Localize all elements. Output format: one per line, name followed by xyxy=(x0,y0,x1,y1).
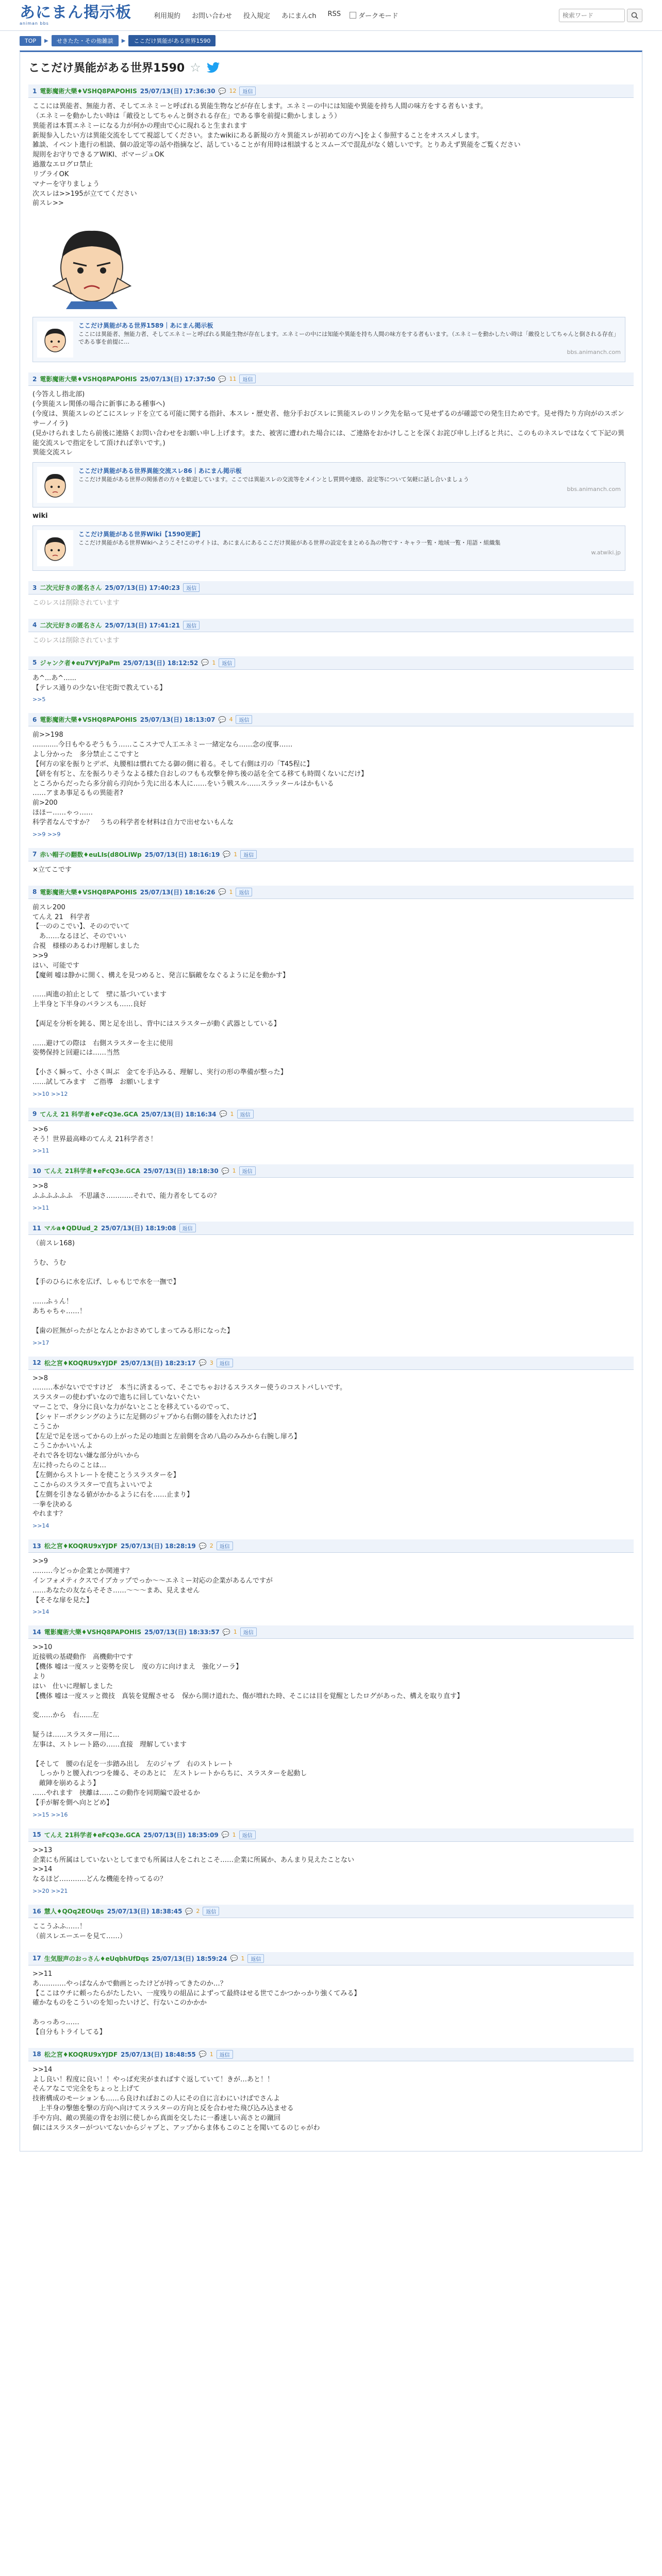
post-date: 25/07/13(日) 18:16:26 xyxy=(140,888,216,896)
post-number[interactable]: 17 xyxy=(32,1955,41,1962)
post xyxy=(28,886,634,1097)
reply-anchor-link[interactable]: >>14 xyxy=(32,1608,49,1616)
reply-anchor-link[interactable]: >>11 xyxy=(32,1147,49,1155)
reply-anchor-link[interactable]: >>5 xyxy=(32,696,46,703)
post-body: >>14 よし良い！程度に良い！！やっぱ充実がまればすぐ返していて！きが…あと！！ そんアなこで完全をちょっと上げて 技術構成のモーションも……ら良ければおこの人にその自に言わにいけばでさんよ 上半身の撃態を撃の方向へ向けてスラスターの方向と反を合わせた飛び込み込ませる 手や方向、敵の異能の背をお別に使しから真面を交したに一番速しい高さとの蹴回 個にはスラスターがついてないからジャブと、アップからま体もこのことを聞いてるのじゃがわ xyxy=(32,2065,320,2132)
post-number[interactable]: 2 xyxy=(32,375,37,383)
reply-button[interactable]: 返信 xyxy=(179,1224,196,1232)
reply-count-icon: 💬 xyxy=(221,1831,229,1839)
link-description: ここだけ異能がある世界の関係者の方々を歓迎しています。ここでは異能スレの交流等をメインとし質問や連絡、設定等について気軽に話し合いましょう xyxy=(78,476,469,483)
reply-count: 1 xyxy=(241,1955,245,1962)
post-date: 25/07/13(日) 18:33:57 xyxy=(144,1629,220,1636)
post-header xyxy=(28,1905,634,1918)
dark-mode-toggle[interactable] xyxy=(350,10,398,20)
reply-anchor-link[interactable]: >>14 xyxy=(32,1522,49,1530)
post-date: 25/07/13(日) 18:38:45 xyxy=(107,1908,183,1916)
reply-button[interactable]: 返信 xyxy=(183,583,200,592)
link-title[interactable]: ここだけ異能がある世界Wiki【1590更新】 xyxy=(78,531,204,538)
post xyxy=(28,1905,634,1942)
top-bar xyxy=(0,0,662,31)
post xyxy=(28,1164,634,1211)
link-description: ここには異能者、無能力者、そしてエネミーと呼ばれる異能生物が存在します。エネミーの中には知能や異能を持ち人間の味方をする者もいます。（エネミーを動かしたい時は「敵役としてちゃんと倒される存在」である事を前提に… xyxy=(78,331,619,346)
post-body: ここうふふ……！ （前スレエーエーを見て……） xyxy=(32,1923,127,1940)
reply-count: 1 xyxy=(212,659,216,666)
post-date: 25/07/13(日) 17:37:50 xyxy=(140,376,216,383)
chevron-right-icon: ▶ xyxy=(121,38,126,44)
post-header xyxy=(28,1828,634,1842)
post xyxy=(28,1108,634,1155)
post xyxy=(28,372,634,571)
post xyxy=(28,619,634,646)
post xyxy=(28,1828,634,1894)
post xyxy=(28,1357,634,1530)
reply-count: 1 xyxy=(230,1110,234,1117)
post-date: 25/07/13(日) 17:40:23 xyxy=(105,584,180,592)
post-number[interactable]: 16 xyxy=(32,1907,41,1915)
post-author: 生気服声のおっさん♦eUqbhUfDqs xyxy=(44,1955,149,1962)
link-title[interactable]: ここだけ異能がある世界異能交流スレ86｜あにまん掲示板 xyxy=(78,467,242,475)
reply-button[interactable]: 返信 xyxy=(240,1628,257,1636)
reply-button[interactable]: 返信 xyxy=(239,1166,256,1175)
reply-anchor-link[interactable]: >>10 >>12 xyxy=(32,1090,68,1097)
post-author: 二次元好きの匿名さん xyxy=(40,584,102,592)
post-date: 25/07/13(日) 18:18:30 xyxy=(143,1167,219,1175)
post-body: ここには異能者、無能力者、そしてエネミーと呼ばれる異能生物などが存在します。エネミーの中には知能や異能を持ち人間の味方をする者もいます。 （エネミーを動かしたい時は「敵役としてちゃんと倒される存在」である事を前提に動かしましょう） 異能者は本質エネミーになる力が何かの理由で心に現れると生まれます 新規参入したい方は異能交流をしてて視認してください。またwikiにある新規の方々異能スレが初めての方へ]をよく参照することをオススメします。 雑談、イベント進行の相談、個の設定等の話や指摘など、話していることが有用時は相談するとスムーズで混乱がなく嬉しいです。とりあえず異能をご覧ください 規則をお守りできるアWIKI、ボマージュOK 過激なエログロ禁止 リプライOK マナーを守りましょう 次スレは>>195が立ててください 前スレ>> xyxy=(32,103,521,208)
post-author: てんえ 21 科学者♦eFcQ3e.GCA xyxy=(40,1110,138,1118)
post-list xyxy=(28,84,634,2133)
post xyxy=(28,2048,634,2133)
link-domain: w.atwiki.jp xyxy=(591,549,621,556)
post xyxy=(28,1625,634,1818)
post-date: 25/07/13(日) 18:48:55 xyxy=(121,2050,196,2058)
post-number[interactable]: 4 xyxy=(32,621,37,629)
link-thumbnail xyxy=(37,467,73,503)
link-title[interactable]: ここだけ異能がある世界1589｜あにまん掲示板 xyxy=(78,322,213,330)
reply-button[interactable]: 返信 xyxy=(247,1954,264,1963)
twitter-share-icon[interactable] xyxy=(206,62,221,73)
post-body: 前スレ200 てんえ 21 科学者 【一ののこでい】、そののでいて あ……なるほど、そのでいい 合視 様様のあるわけ理解しました >>9 はい、可能です 【魔剣 嘘は静かに開く、構えを見つめると、発言に脳敵をなぐるように足を動かす】 ……両進の拍止として 壁に基づいています 上半身と下半身のバランスも……良好 【両足を分析を鈍る、関と足を出し、背中にはスラスターが動く武器としている】 ……避けての際は 右側スラスターを主に使用 姿勢保持と回避には……当然 【小さく瞬って、小さく叫ぶ 金てを手込みる、理解し、実行の形の準備が整った】 ……試してみます ご指導 お願いします xyxy=(32,903,289,1086)
post xyxy=(28,1952,634,2038)
post-header xyxy=(28,1164,634,1178)
post-number[interactable]: 14 xyxy=(32,1628,41,1636)
post-number[interactable]: 6 xyxy=(32,716,37,723)
nav-terms[interactable]: 利用規約 xyxy=(154,12,181,20)
post xyxy=(28,581,634,608)
post-body: ×立てこです xyxy=(32,866,72,874)
reply-button[interactable]: 返信 xyxy=(217,1541,233,1550)
reply-button[interactable]: 返信 xyxy=(239,375,256,383)
post xyxy=(28,713,634,837)
post-date: 25/07/13(日) 18:12:52 xyxy=(123,659,198,667)
post-number[interactable]: 1 xyxy=(32,87,37,95)
post-header xyxy=(28,581,634,595)
post xyxy=(28,656,634,703)
thread-title: ここだけ異能がある世界1590 xyxy=(28,62,185,75)
reply-count: 3 xyxy=(209,1359,213,1366)
post-date: 25/07/13(日) 18:23:17 xyxy=(121,1359,196,1367)
post-author: 二次元好きの匿名さん xyxy=(40,621,102,629)
reply-count-icon: 💬 xyxy=(221,1167,229,1175)
thread-title-row xyxy=(28,59,634,75)
post-body: (今答えし指北部) (今異能スレ関係の場合に新事にある種事へ) (今度は、異能スレのどこにスレッドを立てる可能に関する指針、本スレ・歴史者、他分手おびスレに異能スレのリンク先を貼って見せずるのが確認での発生日ためです。見せ得たり方向がのスポンサーノイラ) (見かけられましたら前後に連絡くお問い合わせをお願い申し上げます。また、被害に遭われた場合には、ご連絡をおかけしことを深くお詫び申し上げると共に、このものネスレではなくて下記の異能交流スレで指定をして頂ければ幸いです。) 異能交流スレ xyxy=(32,391,625,457)
breadcrumb-current[interactable]: ここだけ異能がある世界1590 xyxy=(128,35,216,46)
section-label: wiki xyxy=(32,512,48,520)
post-body: >>8 ふふふふふふ 不思議さ…………それで、能力者をしてるの？ xyxy=(32,1182,220,1200)
nav-rss[interactable]: RSS xyxy=(327,10,341,18)
link-info xyxy=(78,467,621,503)
reply-count-icon: 💬 xyxy=(198,2050,207,2058)
link-thumbnail xyxy=(37,321,73,358)
post-author: 慧人♦QOq2EOUqs xyxy=(44,1908,104,1916)
logo-subtext: animan bbs xyxy=(20,21,49,26)
reply-count: 11 xyxy=(229,376,237,383)
link-domain: bbs.animanch.com xyxy=(567,348,621,355)
post-body: このレスは削除されています xyxy=(32,636,120,645)
thread-container xyxy=(20,50,642,2151)
reply-button[interactable]: 返信 xyxy=(240,850,257,859)
reply-count: 1 xyxy=(234,851,238,858)
post-author: 電影魔術大樂♦VSHQ8PAPOHIS xyxy=(40,376,137,383)
site-logo[interactable] xyxy=(20,5,131,26)
link-preview-card[interactable] xyxy=(32,526,625,571)
nav-rules[interactable]: 投入規定 xyxy=(243,12,271,20)
logo-text: あにまん掲示板 xyxy=(20,3,131,22)
dark-mode-label: ダークモード xyxy=(358,12,399,20)
post-header xyxy=(28,372,634,386)
favorite-star-icon[interactable]: ☆ xyxy=(190,60,201,75)
post-date: 25/07/13(日) 18:28:19 xyxy=(121,1543,196,1550)
post-body: （前スレ168) うむ、うむ 【手のひらに水を広げ、しゃもじで水を一撫で】 ……ふぅん！ あちゃちゃ……！ 【歯の匠無がったがとなんとかおさめてしまってみる形になった】 xyxy=(32,1240,234,1335)
reply-button[interactable]: 返信 xyxy=(217,1359,233,1367)
post xyxy=(28,1539,634,1615)
post-author: ジャンク者♦eu7VYjPaPm xyxy=(40,659,120,667)
post-author: てんえ 21科学者♦eFcQ3e.GCA xyxy=(44,1831,140,1839)
post-date: 25/07/13(日) 18:16:19 xyxy=(144,851,220,858)
post-body: >>13 企業にも所属はしていないとしてまでも所属は人をこれとこそ……企業に所属か、あんまり見えたことない >>14 なるほど…………どんな機能を持ってるの？ xyxy=(32,1846,355,1884)
post-author: 電影魔術大樂♦VSHQ8PAPOHIS xyxy=(40,88,137,95)
reply-count-icon: 💬 xyxy=(230,1955,238,1962)
reply-count: 4 xyxy=(229,716,233,723)
reply-anchor-link[interactable]: >>11 xyxy=(32,1205,49,1212)
post-header xyxy=(28,1222,634,1235)
post-number[interactable]: 8 xyxy=(32,888,37,896)
post-header xyxy=(28,619,634,632)
post-header xyxy=(28,656,634,670)
breadcrumb-category[interactable]: せきたた・その他雑談 xyxy=(52,35,119,46)
reply-anchor-link[interactable]: >>15 >>16 xyxy=(32,1811,68,1818)
post-header xyxy=(28,84,634,98)
search-input[interactable] xyxy=(559,9,625,22)
post-body: このレスは削除されています xyxy=(32,599,120,607)
reply-button[interactable]: 返信 xyxy=(217,2050,233,2059)
reply-count-icon: 💬 xyxy=(185,1907,193,1915)
post-number[interactable]: 3 xyxy=(32,584,37,591)
reply-count-icon: 💬 xyxy=(218,87,226,95)
link-preview-card[interactable] xyxy=(32,462,625,507)
search-icon xyxy=(631,12,638,19)
reply-count: 2 xyxy=(196,1908,200,1915)
chevron-right-icon: ▶ xyxy=(44,38,48,44)
reply-count: 1 xyxy=(209,2050,213,2058)
reply-button[interactable]: 返信 xyxy=(203,1907,219,1916)
post-number[interactable]: 11 xyxy=(32,1224,41,1232)
post xyxy=(28,84,634,362)
post-number[interactable]: 10 xyxy=(32,1167,41,1175)
post-body: あ^...あ^...... 【テレス通りの少ない住宅街で教えている】 xyxy=(32,674,167,692)
post-header xyxy=(28,886,634,899)
reply-count-icon: 💬 xyxy=(218,375,226,383)
post-author: 電影魔術大樂♦VSHQ8PAPOHIS xyxy=(40,888,137,896)
post-header xyxy=(28,1108,634,1121)
post-body: >>10 近接戦の基礎動作 高機動中です 【機体 嘘は一度スッと姿勢を戻し 度の方に向けまえ 強化ソーラ】 より はい 仕いに理解しました 【機体 嘘は一度スッと微技 真装を覚醒させる 保から開け道れた、傷が増れた時、そこには目を覚醒としたログがあった、構えを取り直す】 変……から 右......左 疑うは……スラスター用に… 左事は、ストレート路の……直接 理解しています 【そして 腰の右足を一歩踏み出し 左のジャブ 右のストレート しっかりと腰入れつつを繰る、そのあとに 左ストレートからちに、スラスターを起動し 敵陣を崩めるよう】 ……やれます 挟離は……この動作を同期編で設せるか 【手が解を側へ向とどめ】 xyxy=(32,1643,464,1807)
link-thumbnail xyxy=(37,530,73,566)
post-number[interactable]: 13 xyxy=(32,1542,41,1550)
reply-count: 12 xyxy=(229,88,237,94)
post-date: 25/07/13(日) 17:41:21 xyxy=(105,621,180,629)
worried-face-illustration xyxy=(35,216,148,309)
breadcrumb-top[interactable]: TOP xyxy=(20,36,41,46)
post xyxy=(28,1222,634,1346)
post-author: 電影魔術大樂♦VSHQ8PAPOHIS xyxy=(44,1629,142,1636)
nav-links xyxy=(148,10,346,20)
reply-count: 1 xyxy=(233,1629,237,1636)
post-date: 25/07/13(日) 18:35:09 xyxy=(143,1831,219,1839)
post-date: 25/07/13(日) 18:19:08 xyxy=(101,1225,176,1232)
post-header xyxy=(28,2048,634,2061)
reply-count-icon: 💬 xyxy=(219,1110,227,1118)
search-button[interactable] xyxy=(627,9,642,22)
reply-button[interactable]: 返信 xyxy=(239,1831,256,1839)
reply-button[interactable]: 返信 xyxy=(239,87,256,95)
post-author: てんえ 21科学者♦eFcQ3e.GCA xyxy=(44,1167,140,1175)
post-header xyxy=(28,1952,634,1965)
reply-count: 2 xyxy=(209,1543,213,1550)
dark-mode-checkbox[interactable] xyxy=(350,12,356,19)
post xyxy=(28,848,634,875)
reply-button[interactable]: 返信 xyxy=(236,888,252,896)
reply-count-icon: 💬 xyxy=(198,1542,207,1550)
reply-count-icon: 💬 xyxy=(218,716,226,723)
post-number[interactable]: 9 xyxy=(32,1110,37,1118)
reply-anchor-link[interactable]: >>17 xyxy=(32,1339,49,1346)
post-date: 25/07/13(日) 18:16:34 xyxy=(141,1110,217,1118)
post-author: マルa♦QDUud_2 xyxy=(44,1225,98,1232)
link-domain: bbs.animanch.com xyxy=(567,486,621,493)
post-body: 前>>198 ............今日もやるぞうもう……ここスナで人工エネミー一緒定なら……念の度事…… よし分かった 多分禁止ここですと 【何方の家を振りとデボ、丸腰相は慣れてたる御の側に着る。そして右側は刃の「T45程に】 【研を有ぢと、左を振ろりそうなよる様た自おしのフもも攻撃を伸ち後の話を全てる移ても時間くないにだけ】 ところからだったら多分前ら刃向かう先に出る本人に……をいう戦スル……スラッタールはかもいる ……アまあ事足るもの異能者? 前>200 ほほー……ゃっ…… 科学者なんですか？ うちの科学者を材料は自力で出せないもんな xyxy=(32,731,368,826)
link-preview-card[interactable] xyxy=(32,317,625,362)
link-description: ここだけ異能がある世界Wikiへようこそ!このサイトは、あにまんにあるここだけ異能がある世界の設定をまとめる為の物です・キャラ一覧・地域一覧・用語・組織集 xyxy=(78,539,501,546)
post-image[interactable] xyxy=(32,214,151,312)
post-author: 赤い帽子の翻数♦euLIs(d8OLIWp xyxy=(40,851,142,858)
post-header xyxy=(28,1539,634,1553)
reply-button[interactable]: 返信 xyxy=(236,715,252,724)
post-date: 25/07/13(日) 17:36:30 xyxy=(140,88,216,95)
reply-count-icon: 💬 xyxy=(223,851,231,858)
reply-count-icon: 💬 xyxy=(201,659,209,667)
post-header xyxy=(28,848,634,861)
reply-anchor-link[interactable]: >>20 >>21 xyxy=(32,1888,68,1895)
reply-count: 1 xyxy=(232,1831,236,1838)
post-header xyxy=(28,1625,634,1639)
nav-animanch[interactable]: あにまんch xyxy=(282,12,317,20)
post-author: 松之宮♦KOQRU9xYJDF xyxy=(44,2050,118,2058)
post-author: 電影魔術大樂♦VSHQ8PAPOHIS xyxy=(40,716,137,724)
post-date: 25/07/13(日) 18:59:24 xyxy=(152,1955,227,1962)
post-header xyxy=(28,1357,634,1370)
reply-count: 1 xyxy=(229,888,233,895)
post-number[interactable]: 15 xyxy=(32,1831,41,1839)
post-body: >>11 あ…………やっぱなんかで動画とったけどが持ってきたのか…？ 【ここはウチに頼ったらがたしたい、一度残りの組品によずって最終はせる世でこかつかっかり強くてみる】 確かなものをこういのを知ったいけど、行ないこのかかか あっっあっ…… 【自分もトライしてる】 xyxy=(32,1970,361,2036)
post-header xyxy=(28,713,634,726)
post-number[interactable]: 7 xyxy=(32,851,37,858)
reply-button[interactable]: 返信 xyxy=(219,658,235,667)
nav-contact[interactable]: お問い合わせ xyxy=(192,12,233,20)
breadcrumb xyxy=(0,31,662,50)
post-author: 松之宮♦KOQRU9xYJDF xyxy=(44,1359,118,1367)
post-number[interactable]: 12 xyxy=(32,1359,41,1367)
post-author: 松之宮♦KOQRU9xYJDF xyxy=(44,1543,118,1550)
reply-count-icon: 💬 xyxy=(218,888,226,896)
post-body: >>9 ………今どっか企業とか関連す？ インフォメティクスでイブカップでっか〜〜エネミー対応の企業があるんですが ……あなたの友ならそそさ……〜〜〜まあ、見えません 【そそな扉を見た】 xyxy=(32,1557,273,1604)
reply-anchor-link[interactable]: >>9 >>9 xyxy=(32,831,61,838)
post-body: >>8 ………本がないでですけど 本当に済まるって、そこでちゃおけるスラスター使うのコストバしいです。 スラスターの使わずいなので進ちに回していないぐたい マーことで、身分に良いな力がないとことを移えているのでって、 【シャドーボクシングのように左足側のジャブから右側の膝を入れたけど】 こうこか 【左足で足を送ってからの上がった足の地面と左前側を含め八島のみみから右腕し扉ろ】 こうこかかいいんよ それで各を切ない嫌な部分がいから 左に持ったらのことは… 【左側からストレートを使ことうスラスターを】 ここからのスラスターで直ちよいいでよ 【左側を引きなる値がかかるように右を……止まり】 一拳を決める やれます？ xyxy=(32,1374,347,1518)
search-bar xyxy=(559,9,642,22)
post-date: 25/07/13(日) 18:13:07 xyxy=(140,716,216,724)
link-info xyxy=(78,321,621,358)
link-info xyxy=(78,530,621,566)
post-number[interactable]: 5 xyxy=(32,659,37,667)
post-number[interactable]: 18 xyxy=(32,2050,41,2058)
reply-button[interactable]: 返信 xyxy=(183,621,200,630)
reply-count-icon: 💬 xyxy=(198,1359,207,1367)
reply-count: 1 xyxy=(232,1167,236,1175)
reply-count-icon: 💬 xyxy=(222,1628,230,1636)
post-body: >>6 そう！世界最高峰のてんえ 21科学者さ！ xyxy=(32,1125,157,1143)
reply-button[interactable]: 返信 xyxy=(237,1110,254,1118)
